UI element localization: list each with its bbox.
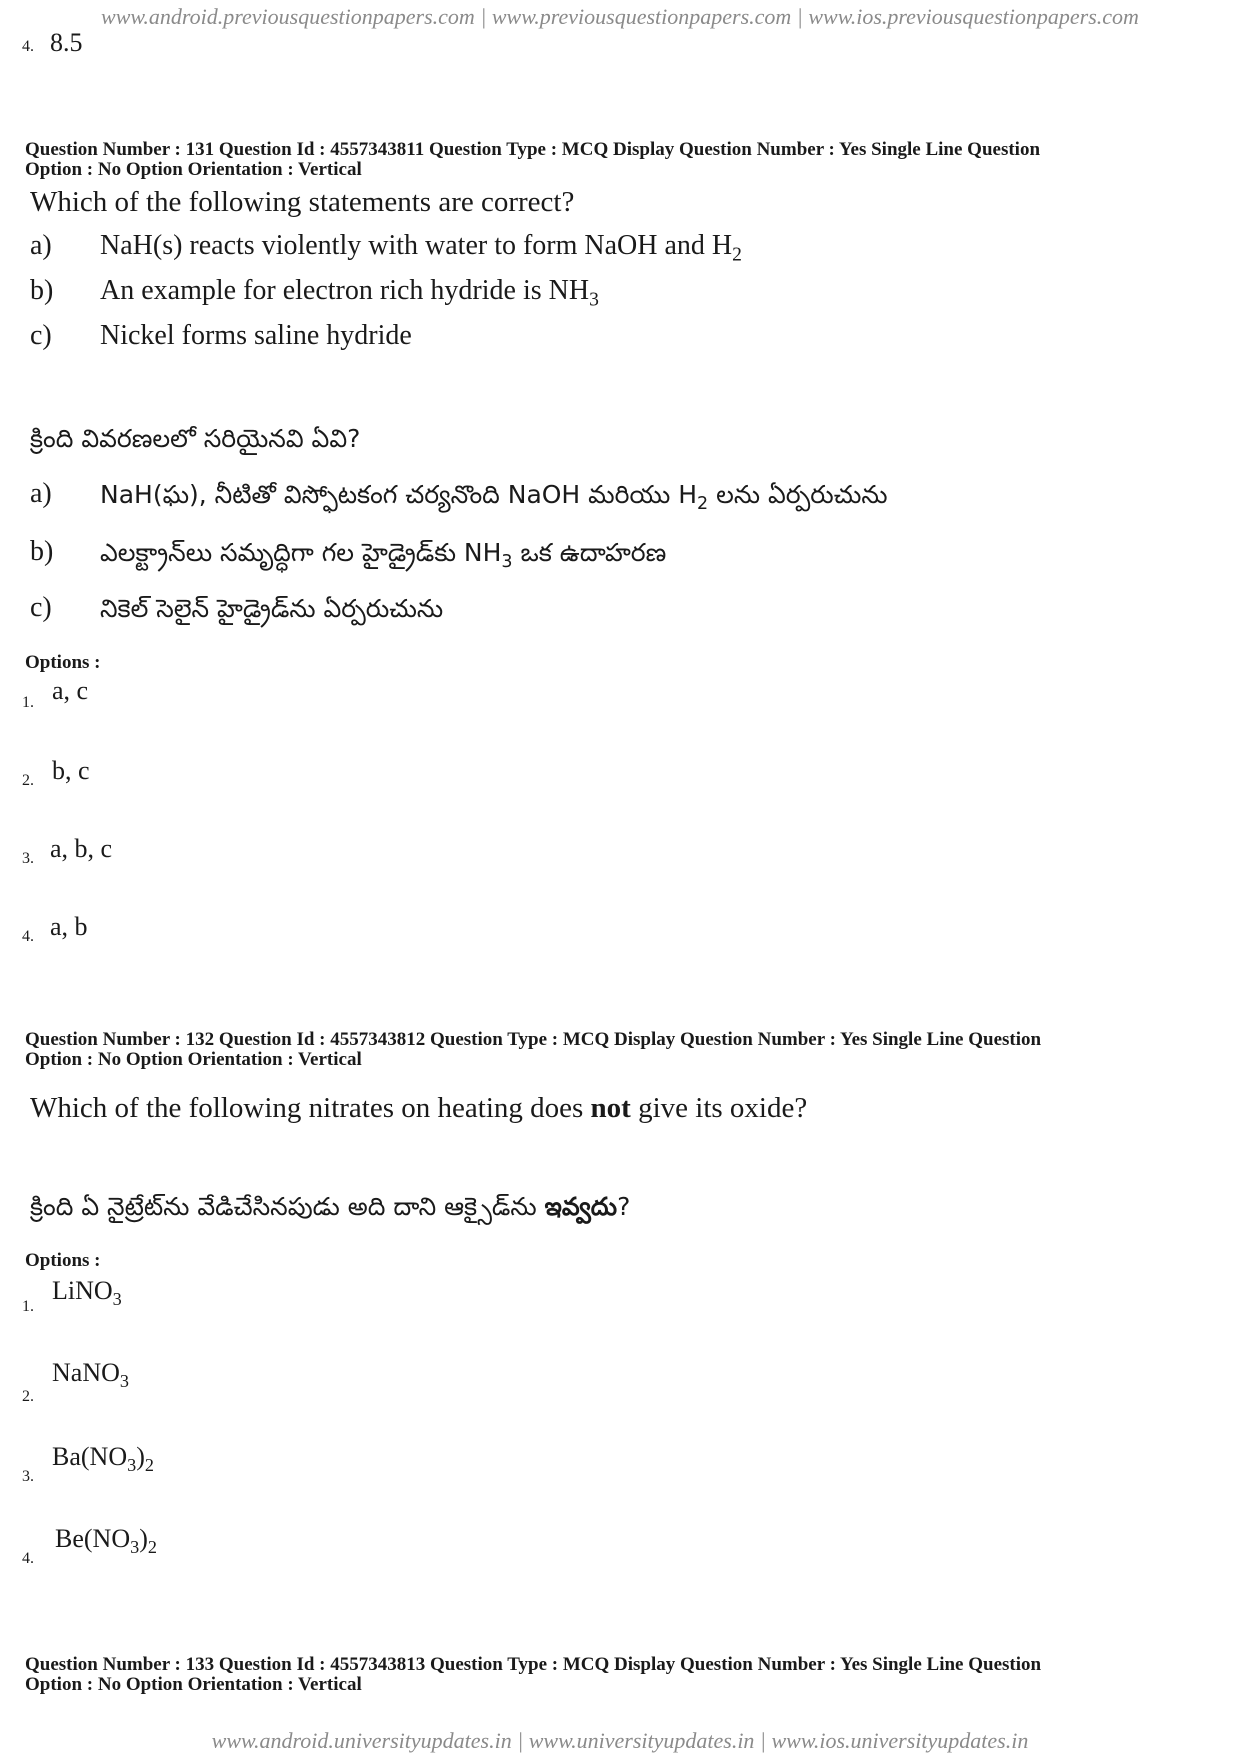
statement-letter: c)	[30, 592, 52, 623]
option-number: 3.	[22, 850, 34, 867]
option-number: 3.	[22, 1468, 34, 1485]
option-text: a, c	[52, 676, 89, 705]
option-number: 2.	[22, 1388, 34, 1405]
question-text-english: Which of the following nitrates on heating does not give its oxide?	[30, 1092, 808, 1124]
option-number: 4.	[22, 1550, 34, 1567]
option-number: 2.	[22, 772, 34, 789]
statement-text-telugu: నికెల్ సెలైన్ హైడ్రైడ్‌ను ఏర్పరుచును	[100, 594, 444, 623]
question-meta-line2: Option : No Option Orientation : Vertical	[25, 1674, 362, 1695]
statement-letter: a)	[30, 478, 52, 509]
statement-text: An example for electron rich hydride is $NH_3$	[100, 275, 599, 311]
prev-option-text: 8.5	[50, 28, 83, 57]
question-meta	[25, 1030, 1225, 1070]
question-text-telugu: క్రింది వివరణలలో సరియైనవి ఏవి?	[30, 424, 361, 453]
statement-letter: c)	[30, 320, 52, 351]
option-formula: NaNO$_3$	[52, 1358, 129, 1392]
question-meta-line1: Question Number : 133 Question Id : 4557343813 Question Type : MCQ Display Question Number : Yes Single Line Question	[25, 1654, 1042, 1675]
option-formula: LiNO$_3$	[52, 1276, 122, 1310]
option-number: 1.	[22, 1298, 34, 1315]
watermark-top: www.android.previousquestionpapers.com | www.previousquestionpapers.com | www.ios.previousquestionpapers.com	[101, 4, 1139, 29]
option-text: a, b, c	[50, 834, 113, 863]
option-number: 4.	[22, 928, 34, 945]
statement-text-telugu: ఎలక్ట్రాన్‌లు సమృద్ధిగా గల హైడ్రైడ్‌కు $NH_3$ ఒక ఉదాహరణ	[100, 538, 667, 572]
statement-letter: b)	[30, 536, 54, 567]
question-meta-line2: Option : No Option Orientation : Vertical	[25, 159, 362, 180]
question-meta	[25, 140, 1225, 180]
question-text-english: Which of the following statements are correct?	[30, 186, 575, 218]
question-meta-line1: Question Number : 131 Question Id : 4557343811 Question Type : MCQ Display Question Number : Yes Single Line Question	[25, 139, 1041, 160]
statement-text: Nickel forms saline hydride	[100, 320, 412, 351]
options-label: Options :	[25, 1250, 101, 1271]
question-text-telugu: క్రింది ఏ నైట్రేట్‌ను వేడిచేసినపుడు అది దాని ఆక్సైడ్‌ను ఇవ్వదు?	[30, 1192, 631, 1221]
option-number: 1.	[22, 694, 34, 711]
prev-option-number: 4.	[22, 38, 34, 55]
option-text: b, c	[52, 756, 90, 785]
option-formula: $Be(NO_3)_2$	[55, 1524, 157, 1558]
statement-letter: a)	[30, 230, 52, 261]
statement-text-telugu: NaH(ఘ), నీటితో విస్ఫోటకంగ చర్యనొంది NaOH మరియు $H_2$ లను ఏర్పరుచును	[100, 480, 888, 514]
option-formula: $Ba(NO_3)_2$	[52, 1442, 154, 1476]
statement-letter: b)	[30, 275, 54, 306]
statement-text: NaH(s) reacts violently with water to form NaOH and $H_2$	[100, 230, 742, 266]
question-meta-line2: Option : No Option Orientation : Vertical	[25, 1049, 362, 1070]
option-text: a, b	[50, 912, 88, 941]
options-label: Options :	[25, 652, 101, 673]
question-meta-line1: Question Number : 132 Question Id : 4557343812 Question Type : MCQ Display Question Number : Yes Single Line Question	[25, 1029, 1042, 1050]
watermark-bottom: www.android.universityupdates.in | www.universityupdates.in | www.ios.universityupdates.in	[211, 1728, 1029, 1753]
question-meta	[25, 1655, 1225, 1695]
